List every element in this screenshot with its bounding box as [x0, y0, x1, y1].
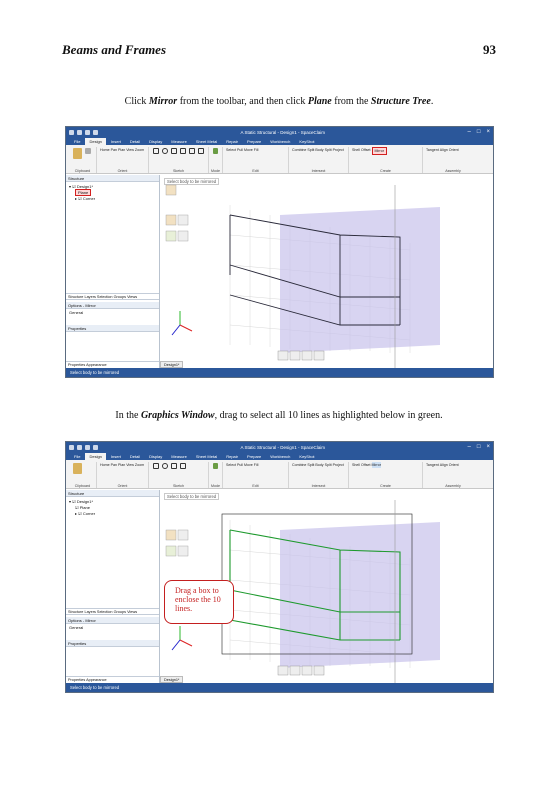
left-panel: [66, 175, 160, 368]
mirror-button-active[interactable]: Mirror: [371, 463, 381, 467]
tab-measure[interactable]: Measure: [171, 139, 187, 144]
pan-button[interactable]: Pan: [110, 148, 117, 152]
viewport-hint: Select body to be mirrored: [164, 178, 219, 185]
tab-display[interactable]: Display: [149, 139, 163, 144]
project-button[interactable]: Project: [332, 148, 344, 152]
tab-design[interactable]: Design: [85, 138, 105, 145]
line-icon[interactable]: [153, 148, 159, 154]
props-tabs[interactable]: Properties Appearance: [66, 361, 159, 368]
options-panel: Options - Mirror General: [66, 302, 159, 316]
circle-icon[interactable]: [162, 148, 168, 154]
group-sketch: Sketch: [149, 147, 209, 173]
ribbon-tabs: [66, 137, 493, 145]
ribbon: [66, 145, 493, 174]
close-icon[interactable]: ×: [486, 129, 490, 135]
fill-button[interactable]: Fill: [253, 148, 259, 152]
tab-file[interactable]: File: [74, 139, 81, 144]
view-toolbar-icons[interactable]: [278, 351, 324, 360]
home-button[interactable]: Home: [100, 148, 110, 152]
title-bar: A Static Structural - Design1 - SpaceClaim – □ ×: [66, 127, 493, 137]
group-edit: Select Pull Move Fill Edit: [223, 147, 289, 173]
mirror-button[interactable]: Mirror: [372, 147, 387, 155]
shell-button[interactable]: Shell: [352, 148, 360, 152]
tab-detail[interactable]: Detail: [129, 139, 141, 144]
tab-prepare[interactable]: Prepare: [247, 139, 262, 144]
tree-item-plane[interactable]: Plane: [69, 190, 156, 196]
paste-icon[interactable]: [73, 148, 82, 159]
graphics-canvas: [160, 175, 494, 370]
running-header: Beams and Frames: [62, 42, 167, 57]
tab-keyshot[interactable]: KeyShot: [299, 139, 315, 144]
graphics-window-selection[interactable]: Select body to be mirrored Drag a box to enclose the 10 lines. Design1*: [160, 490, 493, 683]
screenshot-select-lines: A Static Structural - Design1 - SpaceClaim – □ × File Design Insert Detail Display Measure Sheet Metal Repair Prepare Workbench KeyShot Clipboard Home Pan Plan View Zoom Orient Sketch Mode Select Pull Move Fill Edit Combine Split Body Split Project Intersect Shell Offset Mirror Create Tangent Align Orient Assembly Structure ▾ ☑ Design1* ☑ Plane ▸ ☑ Corner Structure Layers Selection Groups Views Options - Mirror General Properties Properties Appearance Select body to be mirrored Drag a box to enclose the 10 lines. Design1* Select body to be mirrored: [65, 441, 494, 693]
callout-drag-box: Drag a box to enclose the 10 lines.: [164, 580, 234, 624]
doc-tab[interactable]: Design1*: [160, 361, 183, 368]
instruction-mirror: Click Mirror from the toolbar, and then click Plane from the Structure Tree.: [124, 96, 434, 107]
panel-tabs[interactable]: Structure Layers Selection Groups Views: [66, 293, 159, 300]
screenshot-mirror: [65, 126, 494, 378]
group-orient: Home Pan Plan View Zoom Orient: [97, 147, 149, 173]
mode-icon[interactable]: [213, 148, 218, 154]
properties-panel: Properties: [66, 325, 159, 332]
options-general[interactable]: General: [69, 310, 84, 315]
plan-view-button[interactable]: Plan View: [118, 148, 134, 152]
group-intersect: Combine Split Body Split Project Intersect: [289, 147, 349, 173]
offset-button[interactable]: Offset: [361, 148, 371, 152]
graphics-window[interactable]: [160, 175, 493, 368]
close-icon[interactable]: ×: [486, 444, 490, 450]
tab-insert[interactable]: Insert: [110, 139, 121, 144]
tool-guide-icons[interactable]: [166, 185, 188, 241]
maximize-icon[interactable]: □: [476, 129, 481, 135]
move-button[interactable]: Move: [244, 148, 253, 152]
status-bar: Select body to be mirrored: [66, 368, 493, 377]
tree-item-design[interactable]: ▾ ☑ Design1*: [69, 184, 94, 189]
split-button[interactable]: Split: [324, 148, 332, 152]
instruction-select-lines: In the Graphics Window, drag to select all 10 lines as highlighted below in green.: [115, 410, 443, 421]
tab-workbench[interactable]: Workbench: [270, 139, 291, 144]
combine-button[interactable]: Combine: [292, 148, 307, 152]
select-button[interactable]: Select: [226, 148, 236, 152]
minimize-icon[interactable]: –: [467, 129, 471, 135]
spline-icon[interactable]: [189, 148, 195, 154]
pull-button[interactable]: Pull: [237, 148, 243, 152]
tangent-button[interactable]: Tangent: [426, 148, 439, 152]
group-create: Shell Offset Mirror Create: [349, 147, 423, 173]
group-mode: Mode: [209, 147, 223, 173]
orient-button[interactable]: Orient: [448, 148, 459, 152]
tab-repair[interactable]: Repair: [226, 139, 238, 144]
split-body-button[interactable]: Split Body: [307, 148, 324, 152]
zoom-button[interactable]: Zoom: [134, 148, 145, 152]
structure-tree: [66, 182, 159, 204]
arc-icon[interactable]: [180, 148, 186, 154]
group-assembly: Tangent Align Orient Assembly: [426, 148, 461, 173]
align-button[interactable]: Align: [439, 148, 448, 152]
tab-sheet-metal[interactable]: Sheet Metal: [195, 139, 218, 144]
page-number: 93: [483, 42, 496, 57]
group-clipboard: Clipboard: [69, 147, 97, 173]
tree-item-corner[interactable]: ▸ ☑ Corner: [75, 196, 96, 201]
structure-header: Structure: [66, 175, 159, 182]
triad-icon: [172, 311, 192, 335]
minimize-icon[interactable]: –: [467, 444, 471, 450]
rectangle-icon[interactable]: [171, 148, 177, 154]
polygon-icon[interactable]: [198, 148, 204, 154]
maximize-icon[interactable]: □: [476, 444, 481, 450]
